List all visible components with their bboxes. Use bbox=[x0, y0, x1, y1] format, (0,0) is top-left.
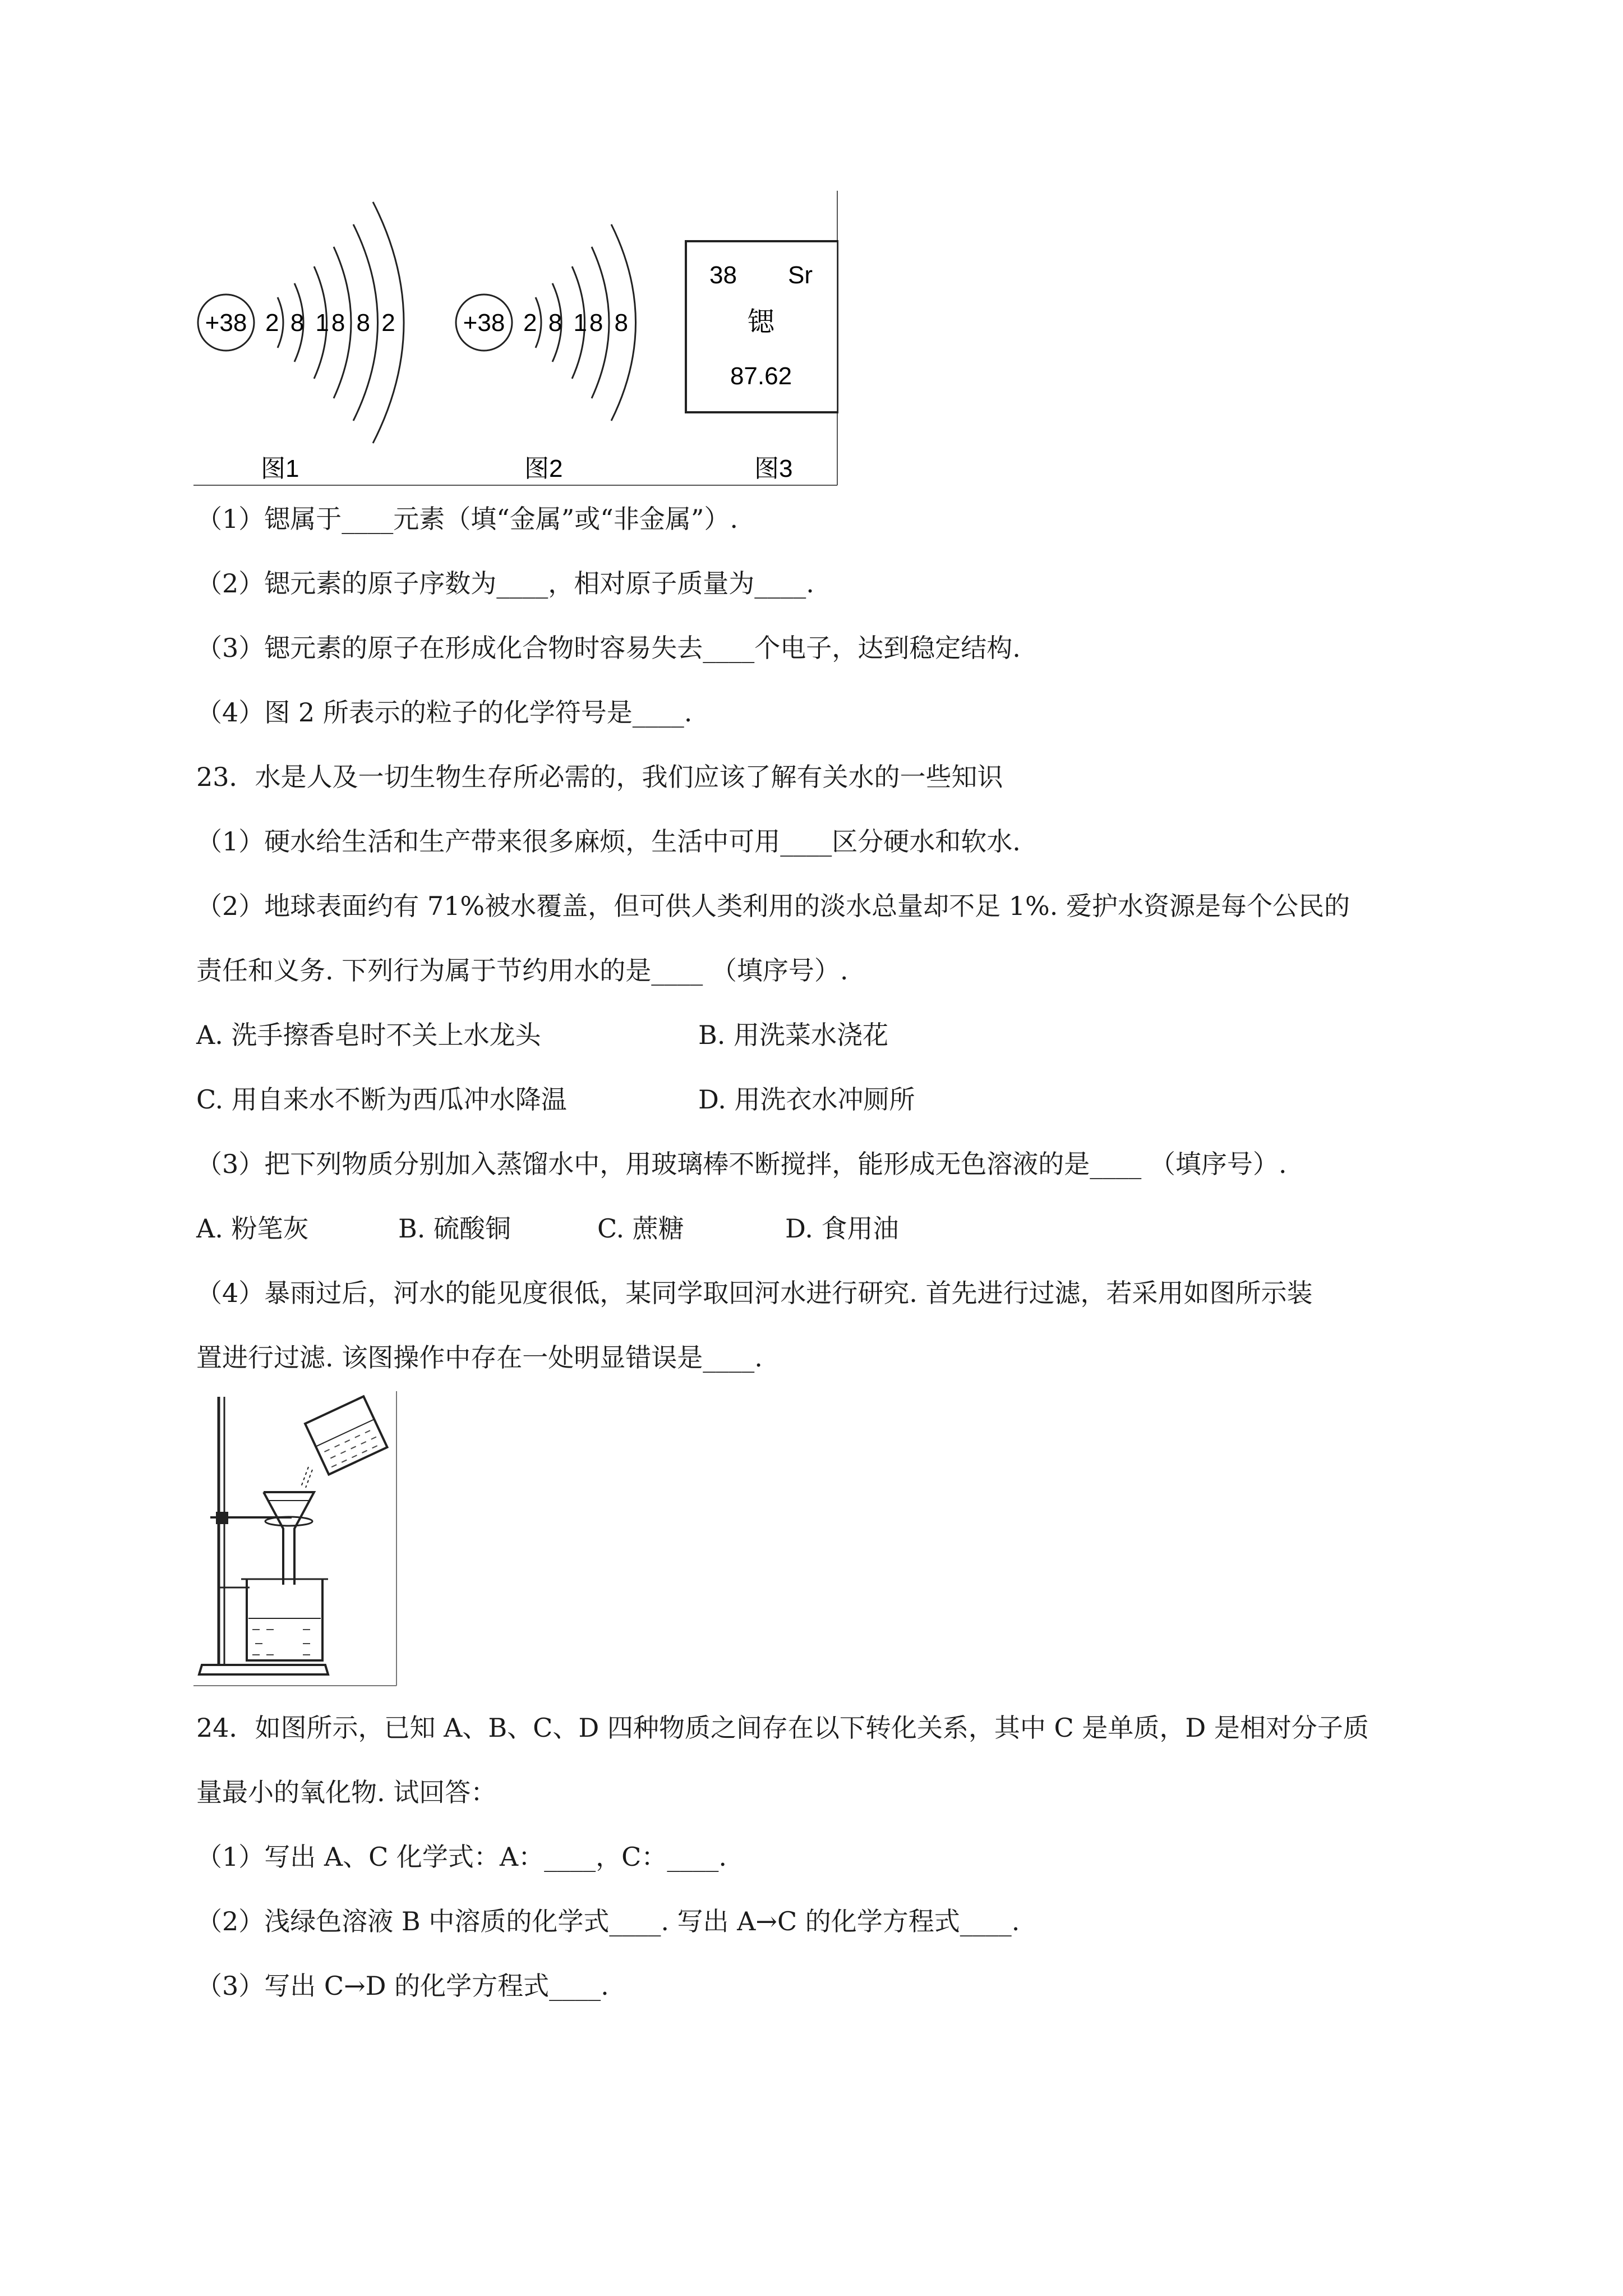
q23-part3-option-b: B. 硫酸铜 bbox=[398, 1213, 511, 1244]
filtration-apparatus-figure bbox=[193, 1391, 401, 1688]
pouring-beaker bbox=[305, 1396, 387, 1474]
q22-part1: （1）锶属于____元素（填“金属”或“非金属”）. bbox=[196, 504, 738, 534]
q23-part3-option-a: A. 粉笔灰 bbox=[196, 1213, 309, 1244]
q23-part2-option-b: B. 用洗菜水浇花 bbox=[698, 1020, 889, 1050]
q24-part2: （2）浅绿色溶液 B 中溶质的化学式____. 写出 A→C 的化学方程式____. bbox=[196, 1906, 1020, 1936]
fig2-nucleus: +38 bbox=[463, 309, 505, 337]
q22-part2: （2）锶元素的原子序数为____，相对原子质量为____. bbox=[196, 568, 814, 599]
q24-part3: （3）写出 C→D 的化学方程式____. bbox=[196, 1971, 609, 2001]
q23-part4-line2: 置进行过滤. 该图操作中存在一处明显错误是____. bbox=[196, 1342, 763, 1373]
q23-part2-option-a: A. 洗手擦香皂时不关上水龙头 bbox=[196, 1020, 541, 1050]
q22-part4: （4）图 2 所表示的粒子的化学符号是____. bbox=[196, 697, 693, 728]
fig3-element-card bbox=[686, 241, 838, 482]
q23-stem: 23．水是人及一切生物生存所必需的，我们应该了解有关水的一些知识 bbox=[196, 762, 1003, 792]
fig1-shell-electrons: 2 8 18 8 2 bbox=[265, 309, 398, 337]
fig2-caption: 图2 bbox=[524, 455, 563, 482]
q23-part2-option-c: C. 用自来水不断为西瓜冲水降温 bbox=[196, 1084, 567, 1115]
receiving-beaker bbox=[247, 1579, 322, 1660]
fig3-element-name: 锶 bbox=[747, 307, 775, 337]
q23-part3-option-c: C. 蔗糖 bbox=[597, 1213, 684, 1244]
q24-part1: （1）写出 A、C 化学式：A：____，C：____. bbox=[196, 1842, 727, 1872]
fig3-atomic-number: 38 bbox=[709, 261, 737, 289]
fig1-nucleus: +38 bbox=[205, 309, 247, 337]
fig3-caption: 图3 bbox=[754, 455, 793, 482]
q23-part2-line2: 责任和义务. 下列行为属于节约用水的是____ （填序号）. bbox=[196, 955, 849, 986]
q24-stem-line2: 量最小的氧化物. 试回答： bbox=[196, 1777, 497, 1807]
atom-structure-figure bbox=[193, 191, 838, 488]
q23-part3-option-d: D. 食用油 bbox=[785, 1213, 899, 1244]
fig3-element-symbol: Sr bbox=[788, 261, 813, 289]
fig1-caption: 图1 bbox=[261, 455, 299, 482]
fig2-ion-diagram bbox=[456, 224, 636, 482]
q23-part1: （1）硬水给生活和生产带来很多麻烦，生活中可用____区分硬水和软水. bbox=[196, 826, 1021, 857]
q24-stem-line1: 24．如图所示，已知 A、B、C、D 四种物质之间存在以下转化关系，其中 C 是单质，D 是相对分子质 bbox=[196, 1713, 1369, 1743]
q23-part2-option-d: D. 用洗衣水冲厕所 bbox=[698, 1084, 915, 1115]
q22-part3: （3）锶元素的原子在形成化合物时容易失去____个电子，达到稳定结构. bbox=[196, 633, 1021, 663]
fig2-shell-electrons: 2 8 18 8 bbox=[523, 309, 631, 337]
fig1-atom-diagram bbox=[198, 202, 404, 482]
atom-figure-svg bbox=[193, 191, 838, 488]
fig3-atomic-mass: 87.62 bbox=[730, 362, 792, 390]
q23-part2-line1: （2）地球表面约有 71%被水覆盖，但可供人类利用的淡水总量却不足 1%. 爱护水资源是每个公民的 bbox=[196, 891, 1350, 921]
stand-base bbox=[199, 1665, 328, 1674]
q23-part4-line1: （4）暴雨过后，河水的能见度很低，某同学取回河水进行研究. 首先进行过滤，若采用如图所示装 bbox=[196, 1278, 1313, 1308]
filtration-svg bbox=[193, 1391, 401, 1688]
q23-part3: （3）把下列物质分别加入蒸馏水中，用玻璃棒不断搅拌，能形成无色溶液的是____ （填序号）. bbox=[196, 1149, 1287, 1179]
